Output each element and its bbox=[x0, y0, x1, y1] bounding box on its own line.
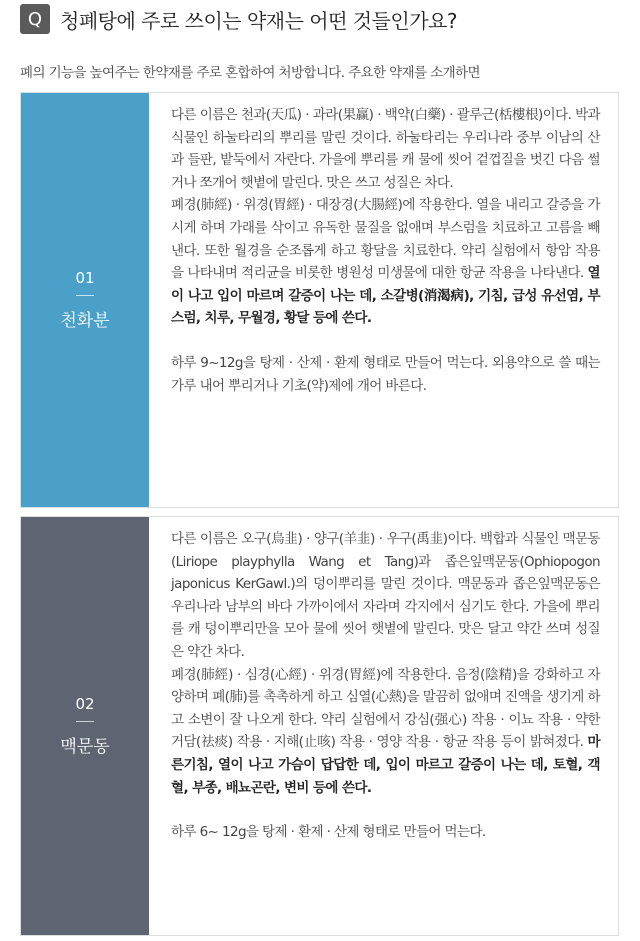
herb-description: 다른 이름은 천과(天瓜) · 과라(果赢) · 백약(白藥) · 괄루근(栝樓根)이다. 박과 식물인 하눌타리의 뿌리를 말린 것이다. 하눌타리는 우리나라 중부 이남의 산과 들판, 밭둑에서 자란다. 가을에 뿌리를 캐 물에 씻어 겉껍질을 벗긴 다음 썰거나 쪼개어 햇볕에 말린다. 맛은 쓰고 성질은 차다. bbox=[171, 107, 600, 191]
herb-name: 천화분 bbox=[60, 311, 110, 331]
herb-number: 01 bbox=[75, 269, 95, 287]
divider bbox=[76, 721, 94, 722]
herb-card-2-content bbox=[149, 517, 618, 935]
question-header bbox=[20, 4, 457, 34]
question-title: 청폐탕에 주로 쓰이는 약재는 어떤 것들인가요? bbox=[60, 8, 457, 33]
intro-text: 폐의 기능을 높여주는 한약재를 주로 혼합하여 처방합니다. 주요한 약재를 소개하면 bbox=[20, 65, 480, 81]
divider bbox=[76, 295, 94, 296]
herb-indications: 마른기침, 열이 나고 가슴이 답답한 데, 입이 마르고 갈증이 나는 데, 토혈, 객혈, 부종, 배뇨곤란, 변비 등에 쓴다. bbox=[171, 734, 600, 796]
herb-card-1-label bbox=[21, 93, 149, 507]
herb-effects bbox=[171, 664, 600, 800]
herb-usage: 하루 9~12g을 탕제 · 산제 · 환제 형태로 만들어 먹는다. 외용약으로 쓸 때는 가루 내어 뿌리거나 기초(약)제에 개어 바른다. bbox=[171, 354, 600, 394]
herb-effects-text: 폐경(肺經) · 위경(胃經) · 대장경(大腸經)에 작용한다. 열을 내리고 갈증을 가시게 하며 가래를 삭이고 유독한 물질을 없애며 부스럼을 치료하고 고름을 빼낸다. 또한 월경을 순조롭게 하고 황달을 치료한다. 약리 실험에서 항암 작용을 나타내며 적리균을 비롯한 병원성 미생물에 대한 항균 작용을 나타낸다. bbox=[171, 197, 600, 282]
herb-number: 02 bbox=[75, 695, 95, 713]
herb-description: 다른 이름은 오구(烏韭) · 양구(羊韭) · 우구(禹韭)이다. 백합과 식물인 맥문동(Liriope playphylla Wang et Tang)과 좁은잎맥문동(Ophiopogon japonicus KerGawl.)의 덩이뿌리를 말린 것이다. 맥문동과 좁은잎맥문동은 우리나라 남부의 바다 가까이에서 자라며 각지에서 심기도 한다. 가을에 뿌리를 캐 덩이뿌리만을 모아 물에 씻어 햇볕에 말린다. 맛은 달고 약간 쓰며 성질은 약간 차다. bbox=[171, 531, 600, 660]
herb-indications: 열이 나고 입이 마르며 갈증이 나는 데, 소갈병(消渴病), 기침, 급성 유선염, 부스럼, 치루, 무월경, 황달 등에 쓴다. bbox=[171, 265, 600, 327]
herb-card-1-content bbox=[149, 93, 618, 507]
herb-usage: 하루 6~ 12g을 탕제 · 환제 · 산제 형태로 만들어 먹는다. bbox=[171, 824, 486, 841]
herb-card-1 bbox=[20, 92, 619, 508]
question-badge: Q bbox=[20, 4, 50, 34]
herb-card-2 bbox=[20, 516, 619, 936]
herb-effects-text: 폐경(肺經) · 심경(心經) · 위경(胃經)에 작용한다. 음정(陰精)을 강화하고 자양하며 폐(肺)를 촉촉하게 하고 심열(心熱)을 말끔히 없애며 진액을 생기게 하고 소변이 잘 나오게 한다. 약리 실험에서 강심(强心) 작용 · 이뇨 작용 · 약한 거담(祛痰) 작용 · 지해(止咳) 작용 · 영양 작용 · 항균 작용 등이 밝혀졌다. bbox=[171, 666, 600, 751]
herb-effects bbox=[171, 194, 600, 330]
herb-card-2-label bbox=[21, 517, 149, 935]
herb-name: 맥문동 bbox=[60, 737, 110, 757]
